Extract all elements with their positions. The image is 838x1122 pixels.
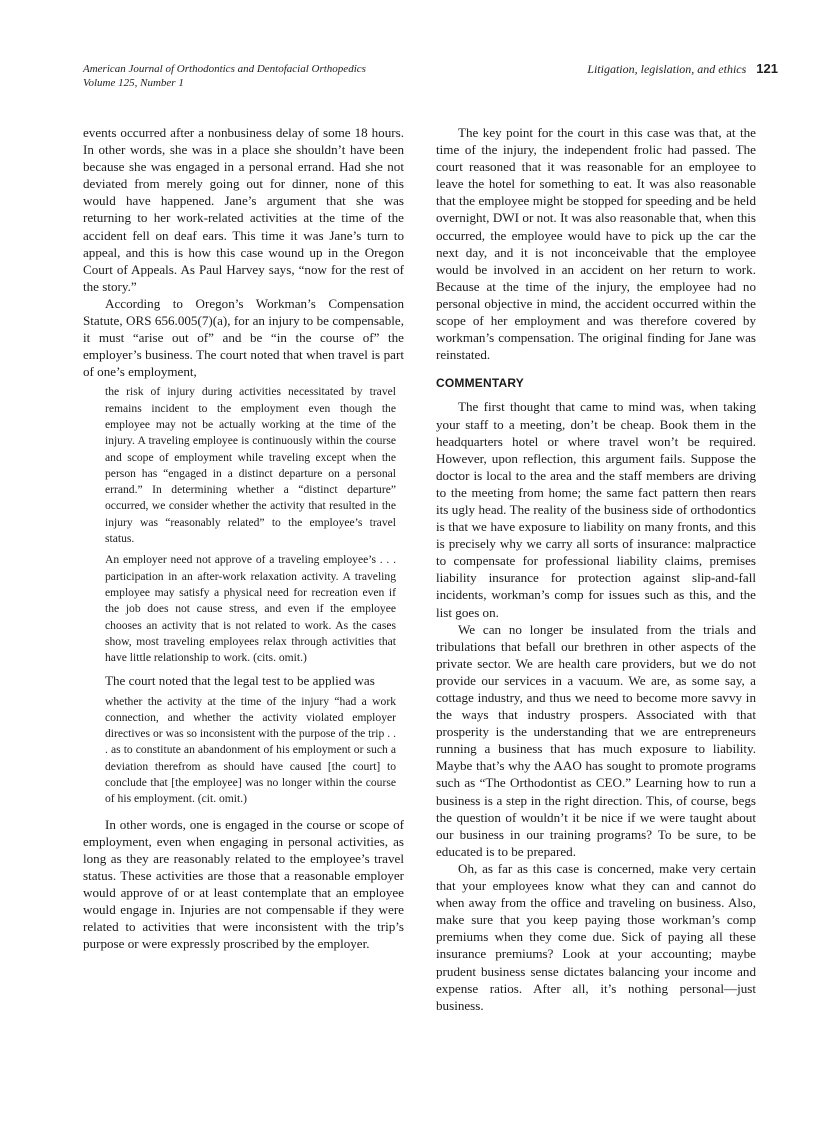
left-column: [83, 124, 404, 952]
journal-title: American Journal of Orthodontics and Dentofacial Orthopedics: [83, 63, 366, 75]
block-quote: An employer need not approve of a traveling employee’s . . . participation in an after-work relaxation activity. A traveling employee may satisfy a physical need for recreation even if the job does not cause stress, and even if the employee chooses an activity that is not related to work. As the cases show, most traveling employees relax through activities that have little relationship to work. (cits. omit.): [105, 553, 396, 665]
section-info: [587, 62, 778, 76]
journal-volume: Volume 125, Number 1: [83, 77, 184, 89]
paragraph: According to Oregon’s Workman’s Compensation Statute, ORS 656.005(7)(a), for an injury to be compensable, it must “arise out of” and be “in the course of” the employer’s business. The court noted that when travel is part of one’s employment,: [83, 295, 404, 380]
running-header: [83, 62, 778, 94]
paragraph: We can no longer be insulated from the trials and tribulations that befall our brethren in other aspects of the private sector. We are health care providers, but we do not provide our services in a vacuum. We are, as some say, a cottage industry, and thus we need to become more savvy in the ways that industry prospers. Associated with that prosperity is the understanding that we are entrepreneurs running a business that has much exposure to liability. Maybe that’s why the AAO has sought to promote programs such as “The Orthodontist as CEO.” Learning how to run a business is a step in the right direction. This, of course, begs the question of wouldn’t it be nice if we were taught about our business in our training programs? To be sure, to be educated is to be prepared.: [436, 621, 756, 859]
quote-lead-in: The court noted that the legal test to be applied was: [105, 673, 375, 689]
paragraph: events occurred after a nonbusiness delay of some 18 hours. In other words, she was in a place she shouldn’t have been because she was engaged in a personal errand. Had she not deviated from merely going out for dinner, none of this would have happened. Jane’s argument that she was returning to her work-related activities at the time of the accident fell on deaf ears. This time it was Jane’s turn to appeal, and this is how this case wound up in the Oregon Court of Appeals. As Paul Harvey says, “now for the rest of the story.”: [83, 125, 404, 294]
paragraph: Oh, as far as this case is concerned, make very certain that your employees know what they can and cannot do when away from the office and traveling on business. Also, make sure that you keep paying those workman’s comp premiums when they come due. Sick of paying all these insurance premiums? Look at your accounting; maybe prudent business sense dictates balancing your income and expense ratios. After all, it’s nothing personal—just business.: [436, 860, 756, 1013]
paragraph: The key point for the court in this case was that, at the time of the injury, the independent frolic had passed. The court reasoned that it was reasonable for an employee to leave the hotel for something to eat. It was also reasonable that the employee might be stopped for speeding and be held overnight, DWI or not. It was also reasonable that, when this occurred, the employee would have to pick up the car the next day, and it is not inconceivable that the employee would be involved in an accident on her return to work. Because at the time of the injury, the employee had no personal objective in mind, the accident occurred within the scope of her employment and was therefore covered by workman’s compensation. The original finding for Jane was reinstated.: [436, 125, 756, 363]
paragraph: In other words, one is engaged in the course or scope of employment, even when engaging in personal activities, as long as they are reasonably related to the employee’s travel status. These activities are those that a reasonable employer would approve of or at least contemplate that an employee would engage in. Injuries are not compensable if they were related to activities that were inconsistent with the trip’s purpose or were expressly proscribed by the employer.: [83, 816, 404, 952]
page-number: 121: [756, 61, 778, 76]
journal-info: [83, 62, 366, 90]
section-title: Litigation, legislation, and ethics: [587, 62, 747, 76]
block-quote: the risk of injury during activities necessitated by travel remains incident to the employment even though the employee may not be actually working at the time of the injury. A traveling employee is continuously within the course and scope of employment while traveling except when the person has “engaged in a distinct departure on a personal errand.” In determining whether a “distinct departure” occurred, we consider whether the activity that resulted in the injury was “reasonably related” to the employee’s travel status.: [105, 385, 396, 546]
right-column: [436, 124, 756, 1014]
paragraph: The first thought that came to mind was, when taking your staff to a meeting, don’t be cheap. Book them in the headquarters hotel or where travel won’t be required. However, upon reflection, this argument fails. Suppose the doctor is local to the area and the staff members are driving to the meeting from home; the same fact pattern then rears its ugly head. The reality of the business side of orthodontics is that we have exposure to liability on many fronts, and this is precisely why we carry all sorts of insurance: malpractice to compensate for professional liability claims, premises liability insurance for protection against slip-and-fall incidents, workman’s comp for issues such as this, and the list goes on.: [436, 399, 756, 620]
block-quote: whether the activity at the time of the injury “had a work connection, and whether the activity violated employer directives or was so inconsistent with the purpose of the trip . . . as to constitute an abandonment of his employment or such a deviation therefrom as should have caused [the court] to conclude that [the employee] was no longer within the course of his employment. (cit. omit.): [105, 694, 396, 806]
section-heading-commentary: COMMENTARY: [436, 376, 524, 391]
